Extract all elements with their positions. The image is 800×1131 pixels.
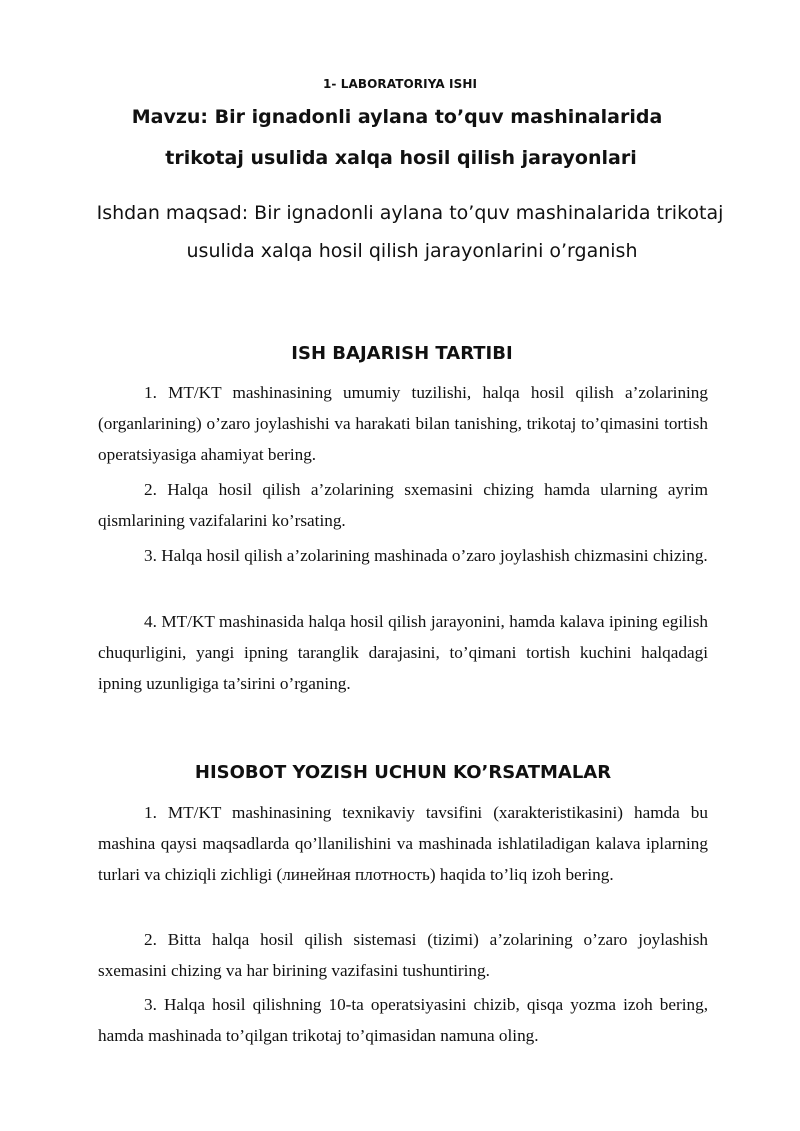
topic-line-1: Mavzu: Bir ignadonli aylana to’quv mashinalarida [131,106,663,128]
procedure-item-3: 3. Halqa hosil qilish a’zolarining mashinada o’zaro joylashish chizmasini chizing. [144,546,708,565]
report-item-3: 3. Halqa hosil qilishning 10-ta operatsiyasini chizib, qisqa yozma izoh bering, hamda mashinada to’qilgan trikotaj to’qimasidan namuna oling. [98,995,708,1045]
report-guidelines-heading: HISOBOT YOZISH UCHUN KO’RSATMALAR [194,762,612,783]
work-procedure-heading: ISH BAJARISH TARTIBI [291,343,513,364]
topic-line-2: trikotaj usulida xalqa hosil qilish jarayonlari [165,147,637,169]
lab-title: 1- LABORATORIYA ISHI [322,77,478,91]
purpose-line-1: Ishdan maqsad: Bir ignadonli aylana to’quv mashinalarida trikotaj [96,202,724,224]
report-item-1: 1. MT/KT mashinasining texnikaviy tavsifini (xarakteristikasini) hamda bu mashina qaysi maqsadlarda qo’llanilishini va mashinada ishlatiladigan kalava iplarning turlari va chiziqli zichligi (линейная плотность) haqida to’liq izoh bering. [98,803,708,884]
report-item-2: 2. Bitta halqa hosil qilish sistemasi (tizimi) a’zolarining o’zaro joylashish sxemasini chizing va har birining vazifasini tushuntiring. [98,930,708,980]
procedure-item-4: 4. MT/KT mashinasida halqa hosil qilish jarayonini, hamda kalava ipining egilish chuqurligini, yangi ipning taranglik darajasini, to’qimani tortish kuchini halqadagi ipning uzunligiga ta’sirini o’rganing. [98,612,708,693]
procedure-item-2: 2. Halqa hosil qilish a’zolarining sxemasini chizing hamda ularning ayrim qismlarining vazifalarini ko’rsating. [98,480,708,530]
procedure-item-1: 1. MT/KT mashinasining umumiy tuzilishi, halqa hosil qilish a’zolarining (organlarining) o’zaro joylashishi va harakati bilan tanishing, trikotaj to’qimasini tortish operatsiyasiga ahamiyat bering. [98,383,708,464]
purpose-line-2: usulida xalqa hosil qilish jarayonlarini o’rganish [186,240,638,262]
